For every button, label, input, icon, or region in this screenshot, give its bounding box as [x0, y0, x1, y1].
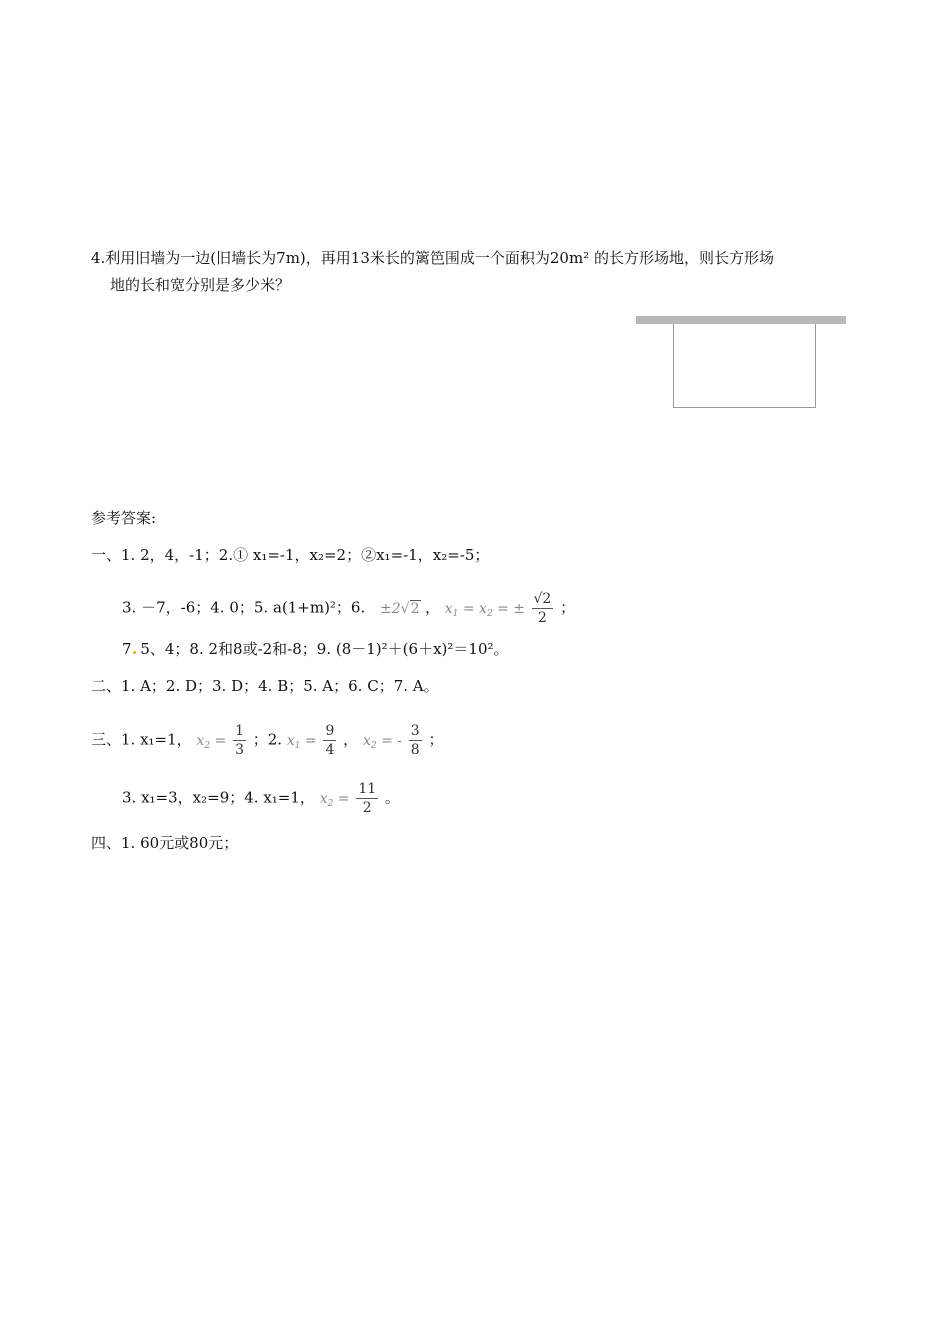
answer-part1-line3	[122, 639, 509, 659]
x1-var: x	[444, 600, 453, 617]
fraction-numerator: 3	[410, 723, 420, 739]
item-7-9-text: 5、4；8. 2和8或-2和-8；9. (8－1)²＋(6＋x)²＝10²。	[135, 640, 509, 658]
three-eighths-fraction	[409, 722, 422, 759]
x1-var: $x_1$ =	[286, 732, 317, 751]
nine-fourths-fraction	[323, 722, 336, 759]
part3-item2-label: ；2.	[252, 730, 283, 749]
answer-part2: 二、1. A；2. D；3. D；4. B；5. A；6. C；7. A。	[91, 677, 439, 695]
fraction-denominator: 8	[410, 742, 420, 758]
answers-heading: 参考答案:	[91, 509, 157, 527]
semicolon: ；	[428, 730, 444, 749]
fraction-denominator: 2	[362, 800, 372, 816]
answer-part4: 四、1. 60元或80元；	[91, 834, 239, 852]
answer-part3-line1	[91, 722, 443, 759]
old-wall-bar	[636, 316, 846, 324]
eleven-halves-fraction	[356, 780, 378, 817]
fraction-denominator: 4	[325, 742, 335, 758]
fraction-denominator: 2	[537, 610, 547, 626]
answer-part3-line2	[122, 780, 400, 817]
item-7-label: 7	[122, 640, 132, 658]
answer-part1-line2-text: 3. －7，-6；4. 0；5. a(1+m)²；6.	[122, 598, 366, 617]
x1-equals-x2: $x_1 = x_2$ = ±	[444, 600, 526, 619]
x2-var-2: $x_2$ = -	[362, 732, 402, 751]
pm-two-root-two	[380, 601, 425, 617]
fence-rectangle	[673, 324, 816, 408]
answer-part1-line2	[122, 590, 575, 627]
one-third-fraction	[233, 722, 246, 759]
semicolon: ；	[560, 598, 576, 617]
sqrt-symbol: √2	[400, 600, 420, 617]
sqrt-radicand: 2	[410, 600, 420, 617]
problem-4-line-2: 地的长和宽分别是多少米？	[110, 276, 291, 294]
eq-x2: = x	[462, 600, 487, 617]
answer-part1-line1: 一、1. 2，4，-1；2.① x₁=-1，x₂=2；②x₁=-1，x₂=-5；	[91, 546, 490, 564]
x2-var-1: $x_2$ =	[196, 732, 227, 751]
problem-4-line-1: 4.利用旧墙为一边(旧墙长为7m)，再用13米长的篱笆围成一个面积为20m² 的长方形场地，则长方形场	[91, 249, 774, 267]
part3-item1-text: 三、1. x₁=1，	[91, 730, 192, 749]
eq-pm: = ±	[497, 600, 526, 617]
x2-var-3: $x_2$ =	[319, 790, 350, 809]
part3-item3-4-text: 3. x₁=3，x₂=9；4. x₁=1，	[122, 788, 315, 807]
fraction-numerator: 11	[358, 781, 377, 797]
fraction-denominator: 3	[235, 742, 244, 758]
pm-two: ±2	[380, 600, 401, 617]
period: 。	[384, 788, 400, 807]
fraction-numerator: √2	[533, 591, 552, 607]
fraction-numerator: 9	[325, 723, 335, 739]
comma: ，	[424, 598, 440, 617]
fraction-numerator: 1	[235, 723, 244, 739]
comma: ，	[343, 730, 359, 749]
root2-over-2-fraction	[532, 590, 554, 627]
